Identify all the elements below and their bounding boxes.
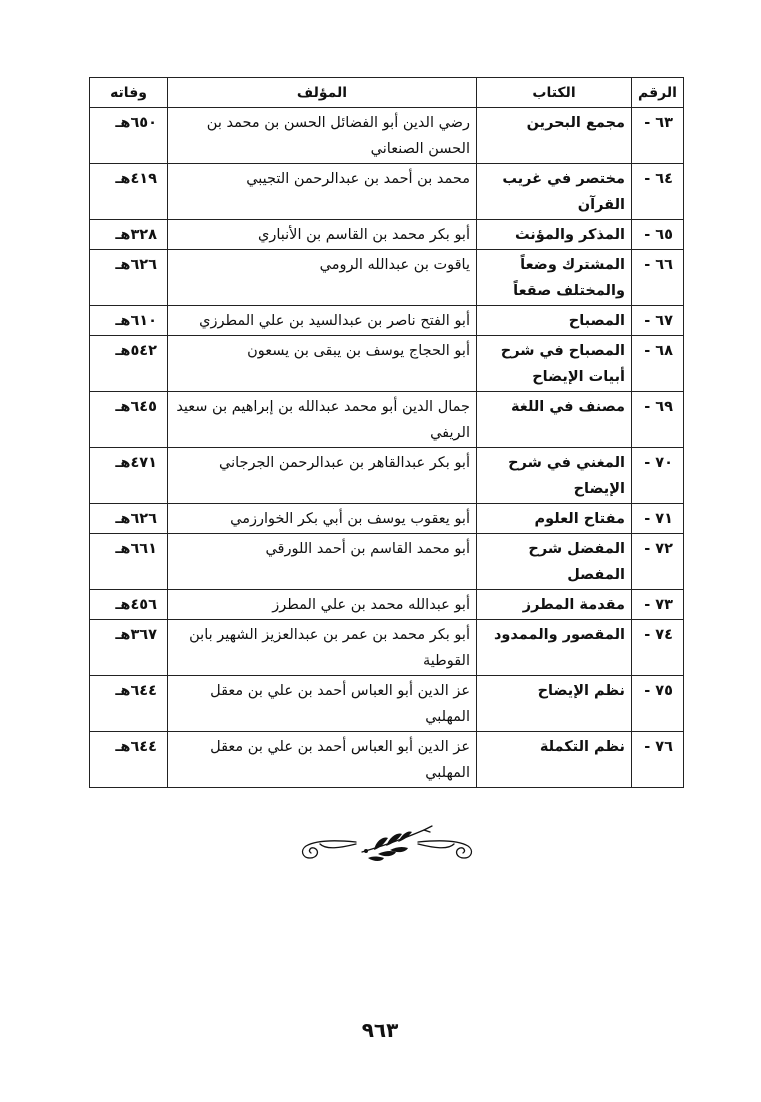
row-death-year: ٦١٠هـ [90,306,168,336]
row-author: رضي الدين أبو الفضائل الحسن بن محمد بن الحسن الصنعاني [168,108,477,164]
row-book-title: المقصور والممدود [477,620,632,676]
row-death-year: ٥٤٢هـ [90,336,168,392]
table-row [90,590,684,620]
row-number: ٦٩ - [632,392,684,448]
row-book-title: المصباح في شرح أبيات الإيضاح [477,336,632,392]
row-author: أبو محمد القاسم بن أحمد اللورقي [168,534,477,590]
row-death-year: ٤٧١هـ [90,448,168,504]
table-row [90,620,684,676]
row-author: أبو عبدالله محمد بن علي المطرز [168,590,477,620]
page-number: ٩٦٣ [361,1018,399,1042]
row-death-year: ٤٥٦هـ [90,590,168,620]
row-number: ٧٣ - [632,590,684,620]
row-number: ٧٢ - [632,534,684,590]
row-book-title: مقدمة المطرز [477,590,632,620]
row-author: محمد بن أحمد بن عبدالرحمن التجيبي [168,164,477,220]
row-death-year: ٣٢٨هـ [90,220,168,250]
row-death-year: ٦٤٤هـ [90,676,168,732]
row-number: ٧٤ - [632,620,684,676]
row-book-title: مختصر في غريب القرآن [477,164,632,220]
row-number: ٧١ - [632,504,684,534]
row-death-year: ٦٢٦هـ [90,504,168,534]
row-book-title: المفضل شرح المفصل [477,534,632,590]
row-number: ٦٧ - [632,306,684,336]
table-row [90,250,684,306]
row-death-year: ٤١٩هـ [90,164,168,220]
row-book-title: المغني في شرح الإيضاح [477,448,632,504]
table-row [90,220,684,250]
row-number: ٧٥ - [632,676,684,732]
row-book-title: مجمع البحرين [477,108,632,164]
row-number: ٦٥ - [632,220,684,250]
table-row [90,448,684,504]
row-death-year: ٦٦١هـ [90,534,168,590]
row-death-year: ٦٥٠هـ [90,108,168,164]
table-row [90,336,684,392]
row-number: ٦٤ - [632,164,684,220]
row-book-title: المذكر والمؤنث [477,220,632,250]
row-author: أبو الحجاج يوسف بن يبقى بن يسعون [168,336,477,392]
table-row [90,306,684,336]
books-index-table [89,77,684,788]
row-author: عز الدين أبو العباس أحمد بن علي بن معقل المهلبي [168,732,477,788]
row-number: ٧٠ - [632,448,684,504]
row-book-title: نظم الإيضاح [477,676,632,732]
row-author: أبو الفتح ناصر بن عبدالسيد بن علي المطرزي [168,306,477,336]
table-row [90,164,684,220]
table-header-row [90,78,684,108]
row-book-title: المصباح [477,306,632,336]
header-author: المؤلف [168,78,477,108]
table-row [90,504,684,534]
row-book-title: المشترك وضعاً والمختلف صقعاً [477,250,632,306]
row-number: ٦٨ - [632,336,684,392]
header-number: الرقم [632,78,684,108]
row-author: جمال الدين أبو محمد عبدالله بن إبراهيم بن سعيد الريفي [168,392,477,448]
header-death: وفاته [90,78,168,108]
row-book-title: نظم التكملة [477,732,632,788]
row-author: ياقوت بن عبدالله الرومي [168,250,477,306]
table-row [90,732,684,788]
row-death-year: ٦٢٦هـ [90,250,168,306]
row-author: أبو بكر محمد بن عمر بن عبدالعزيز الشهير بابن القوطية [168,620,477,676]
row-death-year: ٦٤٥هـ [90,392,168,448]
row-author: أبو بكر محمد بن القاسم بن الأنباري [168,220,477,250]
row-number: ٦٦ - [632,250,684,306]
row-author: أبو يعقوب يوسف بن أبي بكر الخوارزمي [168,504,477,534]
table-row [90,392,684,448]
table-row [90,534,684,590]
row-death-year: ٣٦٧هـ [90,620,168,676]
row-author: عز الدين أبو العباس أحمد بن علي بن معقل المهلبي [168,676,477,732]
row-number: ٧٦ - [632,732,684,788]
table-row [90,108,684,164]
row-number: ٦٣ - [632,108,684,164]
header-book: الكتاب [477,78,632,108]
row-author: أبو بكر عبدالقاهر بن عبدالرحمن الجرجاني [168,448,477,504]
floral-ornament-icon [296,818,478,870]
table-row [90,676,684,732]
row-death-year: ٦٤٤هـ [90,732,168,788]
row-book-title: مفتاح العلوم [477,504,632,534]
row-book-title: مصنف في اللغة [477,392,632,448]
